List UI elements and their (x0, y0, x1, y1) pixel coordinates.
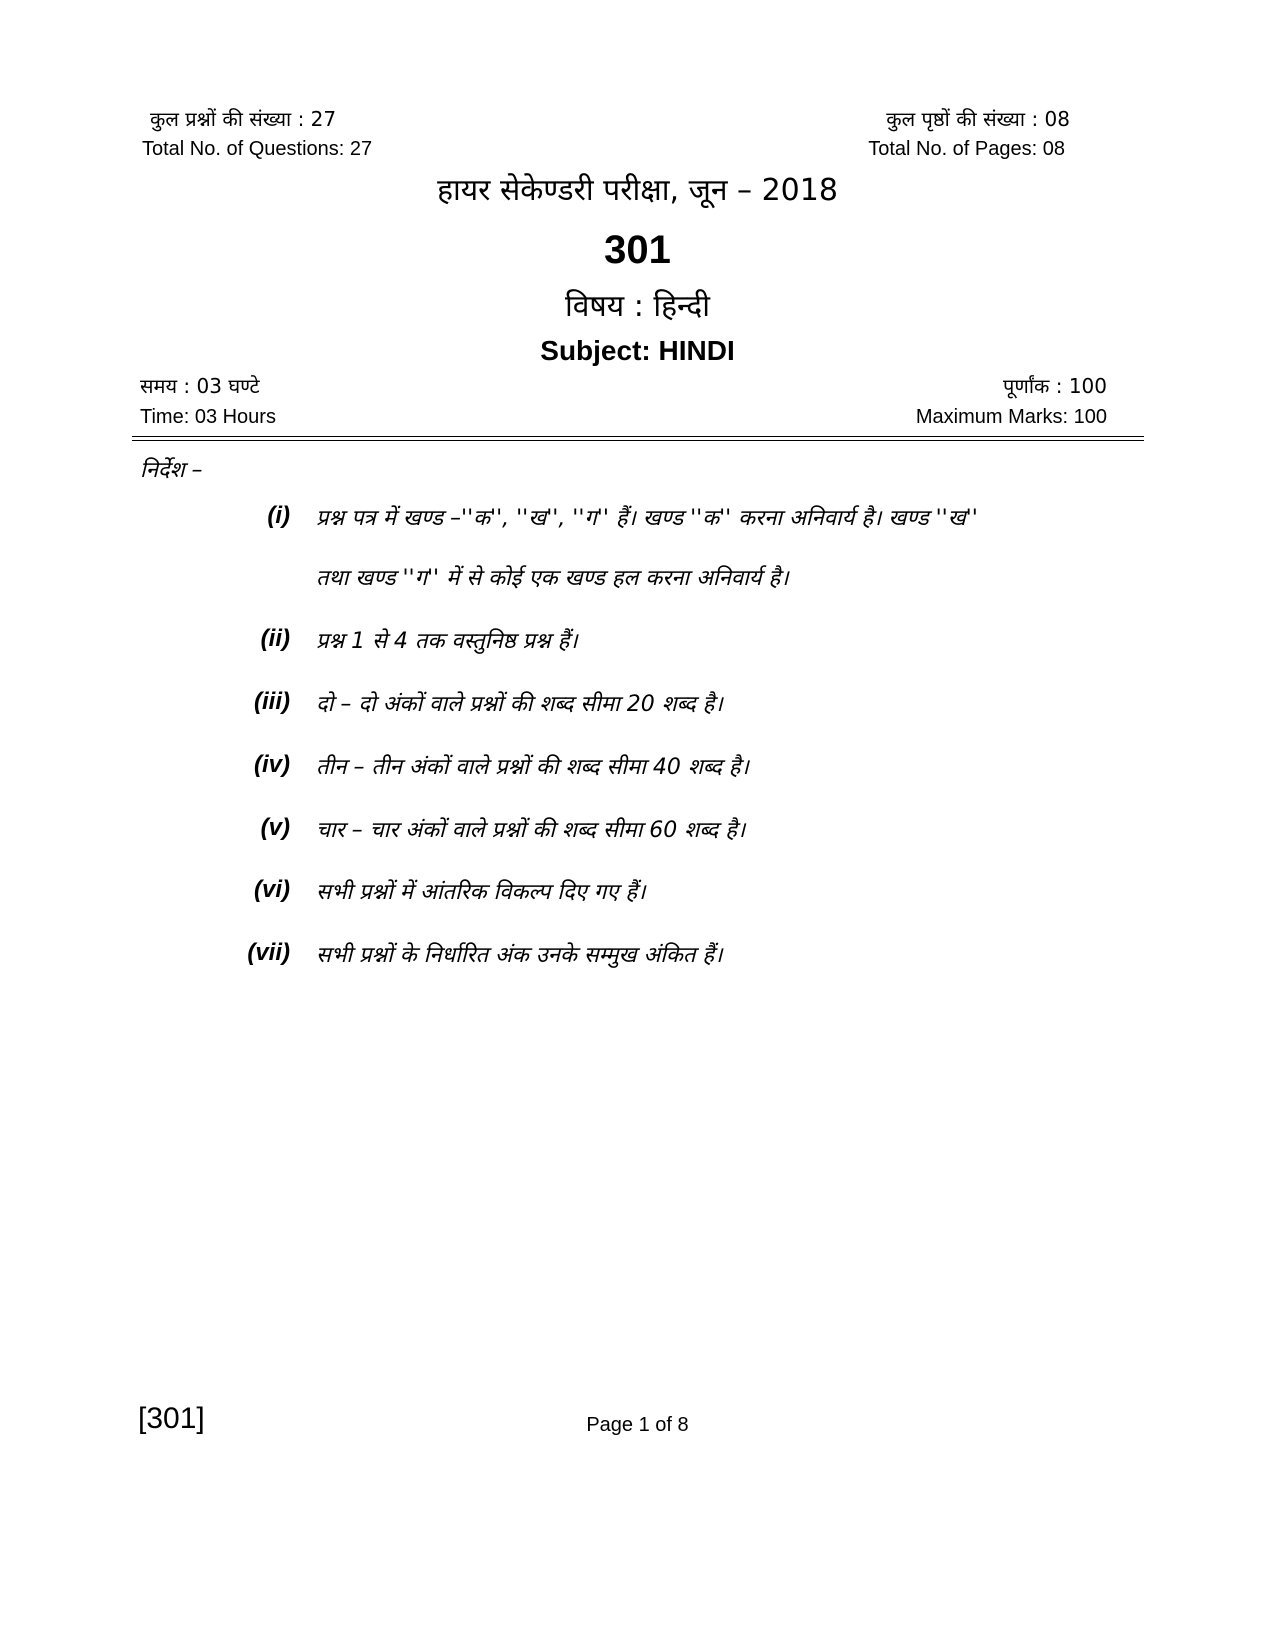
instructions-heading: निर्देश – (140, 458, 203, 483)
max-marks-hindi: पूर्णांक : 100 (1003, 374, 1107, 398)
instruction-number: (ii) (260, 625, 290, 652)
instruction-number: (i) (267, 502, 290, 529)
instruction-number: (vii) (247, 939, 290, 966)
instruction-text: सभी प्रश्नों के निर्धारित अंक उनके सम्मुख अंकित हैं। (316, 943, 723, 968)
instruction-text: प्रश्न पत्र में खण्ड –''क'', ''ख'', ''ग'' हैं। खण्ड ''क'' करना अनिवार्य है। खण्ड ''ख'' (316, 506, 978, 531)
time-english: Time: 03 Hours (140, 406, 276, 428)
instruction-text: सभी प्रश्नों में आंतरिक विकल्प दिए गए हैं। (316, 880, 646, 905)
time-hindi: समय : 03 घण्टे (140, 374, 260, 398)
total-pages-hindi: कुल पृष्ठों की संख्या : 08 (886, 107, 1070, 131)
total-questions-english: Total No. of Questions: 27 (142, 138, 373, 160)
subject-english: Subject: HINDI (540, 335, 735, 366)
instruction-text-continued: तथा खण्ड ''ग'' में से कोई एक खण्ड हल करना अनिवार्य है। (316, 566, 789, 591)
max-marks-english: Maximum Marks: 100 (915, 406, 1107, 428)
instruction-number: (vi) (254, 876, 290, 903)
paper-code: 301 (604, 228, 671, 272)
divider-line (132, 436, 1144, 437)
footer-paper-code: [301] (138, 1402, 205, 1435)
page-number: Page 1 of 8 (586, 1414, 689, 1436)
instruction-number: (v) (260, 814, 290, 841)
instruction-text: दो – दो अंकों वाले प्रश्नों की शब्द सीमा 20 शब्द है। (316, 692, 723, 717)
total-pages-english: Total No. of Pages: 08 (868, 138, 1065, 160)
instruction-number: (iv) (254, 751, 290, 778)
instruction-text: तीन – तीन अंकों वाले प्रश्नों की शब्द सीमा 40 शब्द है। (316, 755, 749, 780)
instruction-number: (iii) (254, 688, 290, 715)
instruction-text: प्रश्न 1 से 4 तक वस्तुनिष्ठ प्रश्न हैं। (316, 629, 578, 654)
total-questions-hindi: कुल प्रश्नों की संख्या : 27 (150, 107, 337, 131)
subject-hindi: विषय : हिन्दी (564, 289, 711, 324)
divider-line (132, 440, 1144, 441)
instruction-text: चार – चार अंकों वाले प्रश्नों की शब्द सीमा 60 शब्द है। (316, 818, 746, 843)
exam-title: हायर सेकेण्डरी परीक्षा, जून – 2018 (437, 173, 838, 208)
